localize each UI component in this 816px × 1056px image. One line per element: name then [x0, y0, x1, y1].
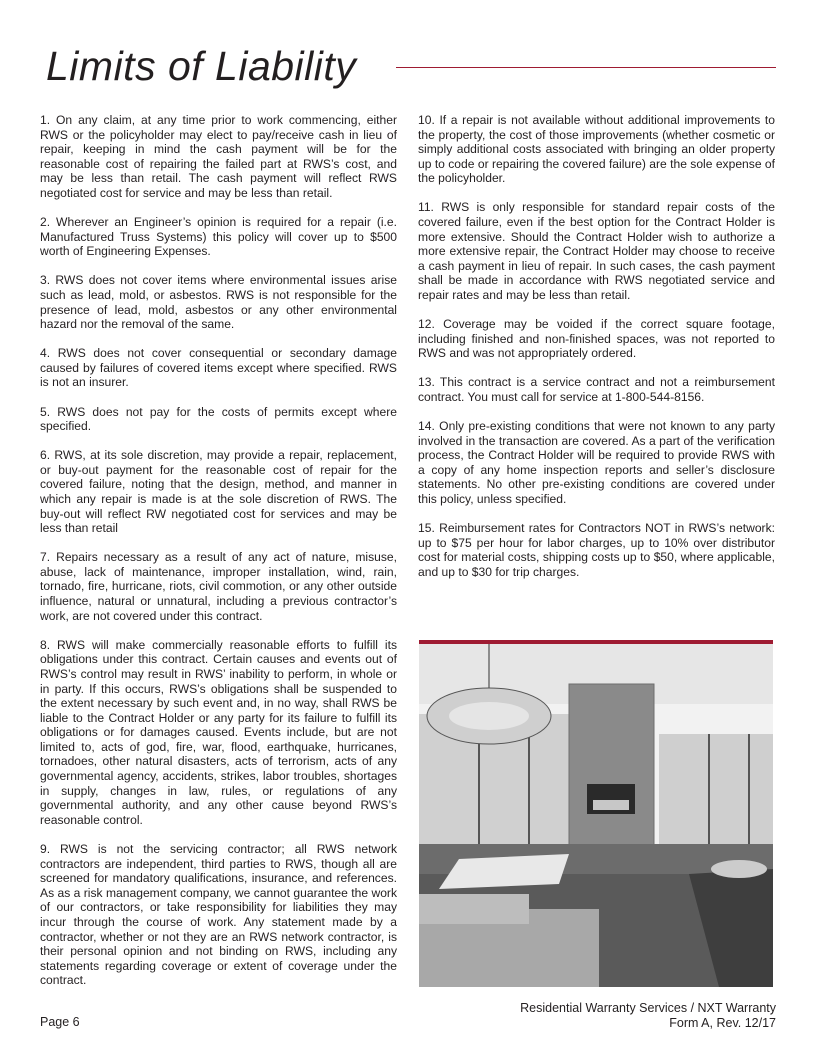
clause-10: 10. If a repair is not available without additional improvements to the property, the cost of those improvements (whether cosmetic or simply additional costs associated with bringing an older property up to code or repairing the covered failure) are the sole expense of the policyholder. [418, 113, 775, 186]
clause-13: 13. This contract is a service contract and not a reimbursement contract. You must call for service at 1-800-544-8156. [418, 375, 775, 404]
clause-7: 7. Repairs necessary as a result of any act of nature, misuse, abuse, lack of maintenance, improper installation, wind, rain, tornado, fire, hurricane, riots, civil commotion, or any other outside influence, natural or unnatural, including a previous contractor’s work, are not covered under this contract. [40, 550, 397, 623]
clause-4: 4. RWS does not cover consequential or secondary damage caused by failures of covered items except where specified. RWS is not an insurer. [40, 346, 397, 390]
clause-1: 1. On any claim, at any time prior to work commencing, either RWS or the policyholder may elect to pay/receive cash in lieu of repair, keeping in mind the cash payment will be for the reasonable cost of repairing the failed part at RWS’s cost, and may be less than retail. The cash payment will reflect RWS negotiated cost for service and may be less than retail. [40, 113, 397, 200]
clause-11: 11. RWS is only responsible for standard repair costs of the covered failure, even if the best option for the Contract Holder is more extensive. Should the Contract Holder wish to authorize a more extensive repair, the Contract Holder may choose to receive a cash payment in lieu of repair. In such cases, the cash payment shall be made in accordance with RWS negotiated service and repair rates and may be less than retail. [418, 200, 775, 303]
clause-8: 8. RWS will make commercially reasonable efforts to fulfill its obligations under this contract. Certain causes and events out of RWS’s control may result in RWS’ inability to perform, in whole or in party. If this occurs, RWS’s obligations shall be suspended to the extent necessary by such event and, in no way, shall RWS be liable to the Contract Holder or any party for its failure to fulfill its obligations or for damages caused. Events include, but are not limited to, acts of god, fire, war, flood, earthquake, hurricanes, tornadoes, other natural disasters, acts of terrorism, acts of any governmental agency, accidents, strikes, labor troubles, shortages in supply, changes in law, rules, or regulations of any governmental authority, and any other cause beyond RWS’s reasonable control. [40, 637, 397, 827]
clause-6: 6. RWS, at its sole discretion, may provide a repair, replacement, or buy-out payment for the reasonable cost of repair for the covered failure, noting that the design, method, and manner in which any repair is made is at the sole discretion of RWS. The buy-out will reflect RW negotiated cost for services and may be less than retail [40, 448, 397, 536]
right-column [418, 113, 775, 594]
company-name: Residential Warranty Services / NXT Warranty [520, 1001, 776, 1015]
clause-9: 9. RWS is not the servicing contractor; all RWS network contractors are independent, third parties to RWS, though all are screened for mandatory qualifications, insurance, and references. As as a risk management company, we cannot guarantee the work of our contractors, or take responsibility for liabilities they may incur through the course of work. Any statement made by a contractor, whether or not they are an RWS network contractor, is their personal opinion and not binding on RWS, including any statements regarding coverage or extent of coverage under the contract. [40, 841, 397, 988]
clause-2: 2. Wherever an Engineer’s opinion is required for a repair (i.e. Manufactured Truss Systems) this policy will cover up to $500 worth of Engineering Expenses. [40, 215, 397, 259]
footer-company-info [520, 1001, 776, 1031]
clause-3: 3. RWS does not cover items where environmental issues arise such as lead, mold, or asbestos. RWS is not responsible for the presence of lead, mold, asbestos or any other environmental hazard nor the removal of the same. [40, 273, 397, 332]
clause-14: 14. Only pre-existing conditions that were not known to any party involved in the transaction are covered. As a part of the verification process, the Contract Holder will be required to provide RWS with a copy of any home inspection reports and seller’s disclosure statements. No other pre-existing conditions are covered under this policy, unless specified. [418, 419, 775, 507]
title-divider [396, 67, 776, 68]
clause-15: 15. Reimbursement rates for Contractors NOT in RWS’s network: up to $75 per hour for labor charges, up to 10% over distributor cost for material costs, shipping costs up to $50, where applicable, and up to $30 for trip charges. [418, 521, 775, 579]
form-revision: Form A, Rev. 12/17 [669, 1016, 776, 1030]
left-column [40, 113, 397, 1002]
page-title: Limits of Liability [46, 43, 357, 89]
clause-5: 5. RWS does not pay for the costs of permits except where specified. [40, 404, 397, 434]
clause-12: 12. Coverage may be voided if the correct square footage, including finished and non-finished spaces, was not reported to RWS and was not appropriately ordered. [418, 317, 775, 361]
living-room-photo [419, 644, 773, 987]
page-number: Page 6 [40, 1015, 80, 1029]
